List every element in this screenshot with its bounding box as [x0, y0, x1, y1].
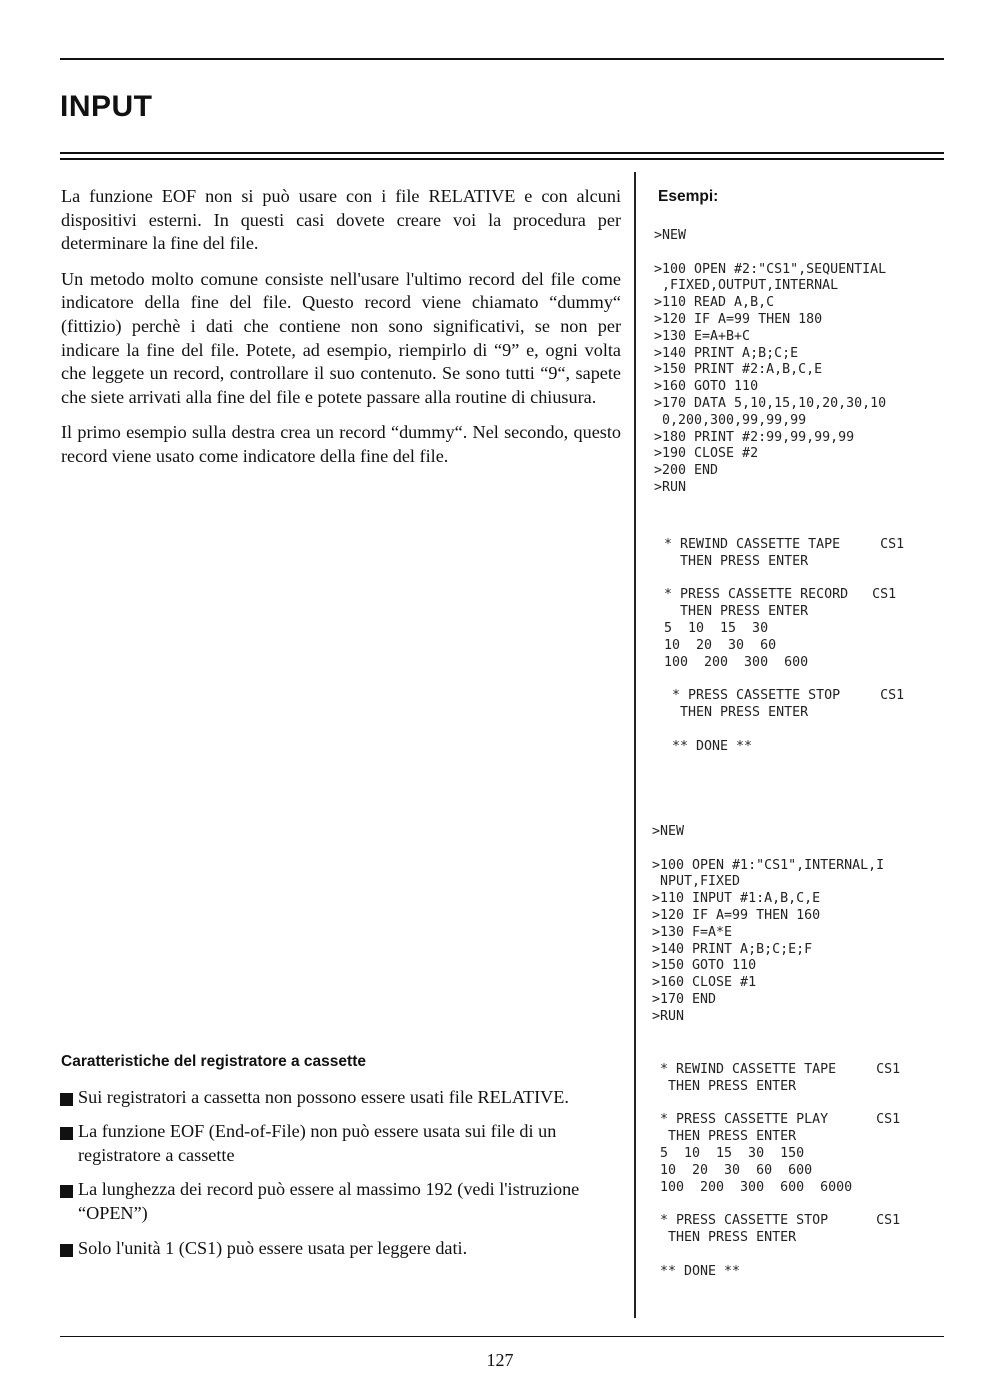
title-rule-lower — [60, 158, 944, 160]
feature-item — [58, 1120, 628, 1167]
square-bullet-icon — [60, 1093, 73, 1106]
top-rule — [60, 58, 944, 60]
feature-text: La lunghezza dei record può essere al massimo 192 (vedi l'istruzione “OPEN”) — [78, 1179, 580, 1223]
feature-item — [58, 1178, 628, 1225]
paragraph-examples-intro: Il primo esempio sulla destra crea un record “dummy“. Nel secondo, questo record viene usato come indicatore della fine del file. — [61, 422, 621, 466]
feature-text: Sui registratori a cassetta non possono essere usati file RELATIVE. — [78, 1086, 569, 1107]
features-heading: Caratteristiche del registratore a cassette — [61, 1053, 366, 1070]
example2-code-listing: >NEW >100 OPEN #1:"CS1",INTERNAL,I NPUT,FIXED >110 INPUT #1:A,B,C,E >120 IF A=99 THEN 160 >130 F=A*E >140 PRINT A;B;C;E;F >150 GOTO 110 >160 CLOSE #1 >170 END >RUN — [652, 824, 885, 1024]
example1-run-output: * REWIND CASSETTE TAPE CS1 THEN PRESS ENTER * PRESS CASSETTE RECORD CS1 THEN PRESS ENTER 5 10 15 30 10 20 30 60 100 200 300 600 * PRESS CASSETTE STOP CS1 THEN PRESS ENTER ** DONE ** — [664, 537, 905, 754]
feature-text: La funzione EOF (End-of-File) non può essere usata sui file di un registratore a cassette — [78, 1121, 557, 1165]
feature-item — [58, 1237, 628, 1261]
example2-run-output: * REWIND CASSETTE TAPE CS1 THEN PRESS ENTER * PRESS CASSETTE PLAY CS1 THEN PRESS ENTER 5 10 15 30 150 10 20 30 60 600 100 200 300 600 6000 * PRESS CASSETTE STOP CS1 THEN PRESS ENTER ** DONE ** — [660, 1062, 901, 1279]
square-bullet-icon — [60, 1244, 73, 1257]
column-divider — [634, 172, 636, 1318]
paragraph-eof-limitation: La funzione EOF non si può usare con i file RELATIVE e con alcuni dispositivi esterni. In questi casi dovete creare voi la procedura per determinare la fine del file. — [61, 186, 621, 254]
features-list — [58, 1086, 628, 1261]
title-rule-upper — [60, 152, 944, 154]
feature-item — [58, 1086, 628, 1110]
bottom-rule — [60, 1336, 944, 1337]
page-title: INPUT — [60, 90, 153, 123]
square-bullet-icon — [60, 1185, 73, 1198]
paragraph-dummy-record: Un metodo molto comune consiste nell'usare l'ultimo record del file come indicatore della fine del file. Questo record viene chiamato “dummy“ (fittizio) perchè i dati che contiene non sono significativi, se non per indicare la fine del file. Potete, ad esempio, riempirlo di “9” e, ogni volta che leggete un record, controllare il suo contenuto. Se sono tutti “9“, sapete che siete arrivati alla fine del file e potete passare alla routine di chiusura. — [61, 268, 621, 407]
feature-text: Solo l'unità 1 (CS1) può essere usata per leggere dati. — [78, 1237, 468, 1258]
square-bullet-icon — [60, 1127, 73, 1140]
example1-code-listing: >NEW >100 OPEN #2:"CS1",SEQUENTIAL ,FIXED,OUTPUT,INTERNAL >110 READ A,B,C >120 IF A=99 THEN 180 >130 E=A+B+C >140 PRINT A;B;C;E >150 PRINT #2:A,B,C,E >160 GOTO 110 >170 DATA 5,10,15,10,20,30,10 0,200,300,99,99,99 >180 PRINT #2:99,99,99,99 >190 CLOSE #2 >200 END >RUN — [654, 228, 887, 495]
cassette-features-section — [58, 1050, 628, 1271]
page-number: 127 — [486, 1350, 514, 1370]
examples-heading: Esempi: — [658, 188, 719, 205]
left-column-text — [61, 185, 621, 481]
